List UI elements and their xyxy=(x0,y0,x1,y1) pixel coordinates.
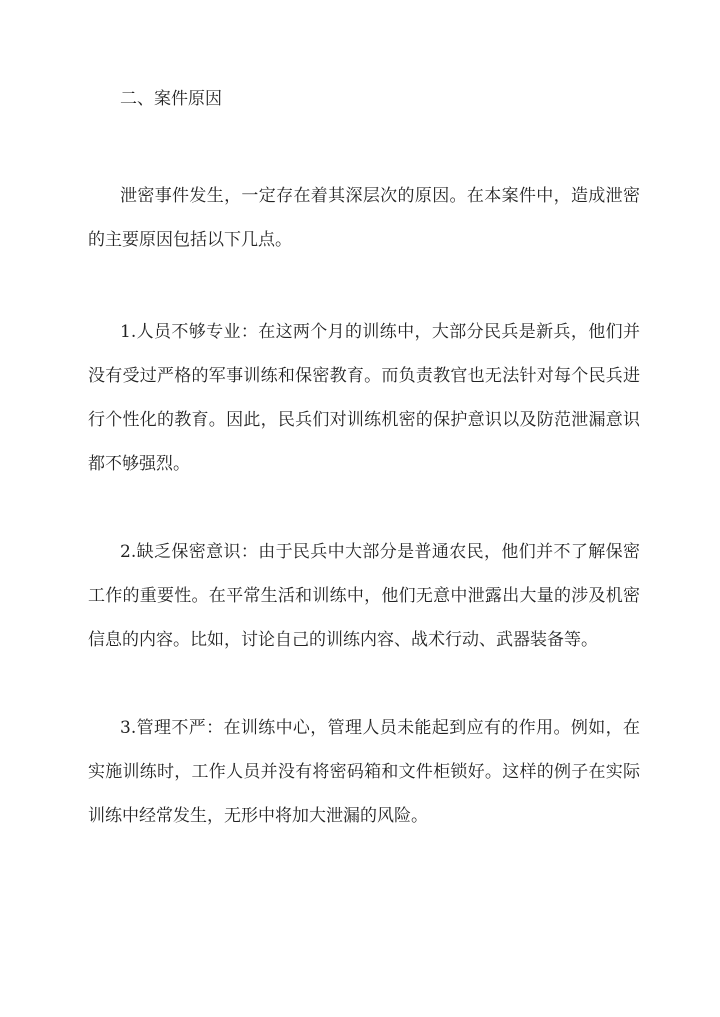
intro-paragraph: 泄密事件发生，一定存在着其深层次的原因。在本案件中，造成泄密的主要原因包括以下几点。 xyxy=(88,186,640,250)
reason-paragraph-2: 2.缺乏保密意识：由于民兵中大部分是普通农民，他们并不了解保密工作的重要性。在平常生活和训练中，他们无意中泄露出大量的涉及机密信息的内容。比如，讨论自己的训练内容、战术行动、武器装备等。 xyxy=(88,542,640,650)
reason-paragraph-1: 1.人员不够专业：在这两个月的训练中，大部分民兵是新兵，他们并没有受过严格的军事训练和保密教育。而负责教官也无法针对每个民兵进行个性化的教育。因此，民兵们对训练机密的保护意识以及防范泄漏意识都不够强烈。 xyxy=(88,322,640,474)
section-heading: 二、案件原因 xyxy=(120,89,222,109)
reason-paragraph-3: 3.管理不严：在训练中心，管理人员未能起到应有的作用。例如，在实施训练时，工作人员并没有将密码箱和文件柜锁好。这样的例子在实际训练中经常发生，无形中将加大泄漏的风险。 xyxy=(88,718,640,826)
